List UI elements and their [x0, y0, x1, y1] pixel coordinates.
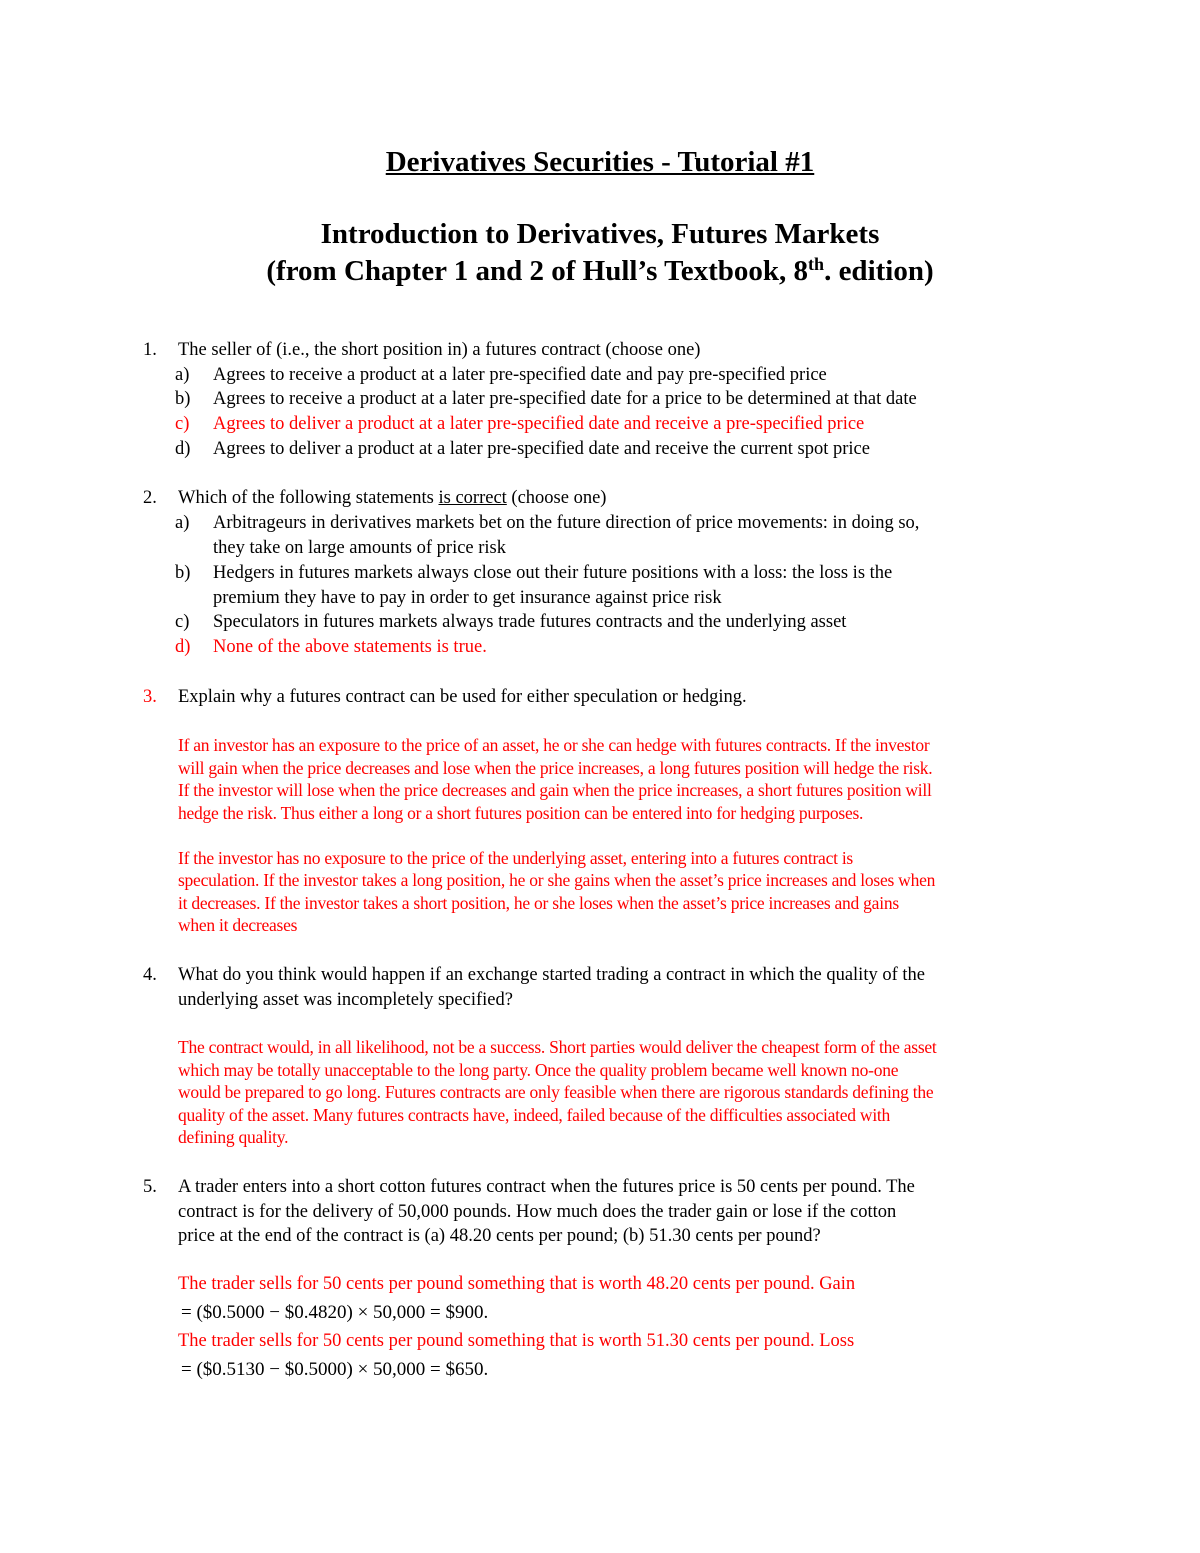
q4-answer-line: The contract would, in all likelihood, not be a success. Short parties would deliver the cheapest form of the asset — [178, 1037, 937, 1057]
q1-option-d: Agrees to deliver a product at a later pre-specified date and receive the current spot price — [213, 439, 870, 459]
q2-option-d-correct: None of the above statements is true. — [213, 637, 487, 657]
q4-answer-line: which may be totally unacceptable to the long party. Once the quality problem became well known no-one — [178, 1060, 899, 1080]
q3-answer-line: will gain when the price decreases and lose when the price increases, a long futures position will hedge the risk. — [178, 758, 933, 778]
q1-option-c-correct: Agrees to deliver a product at a later pre-specified date and receive a pre-specified price — [213, 414, 865, 434]
q3-answer-line: If the investor will lose when the price decreases and gain when the price increases, a short futures position will — [178, 780, 932, 800]
q4-answer-line: quality of the asset. Many futures contracts have, indeed, failed because of the difficulties associated with — [178, 1105, 891, 1125]
q5-formula-a: = ($0.5000 − $0.4820) × 50,000 = $900. — [181, 1302, 489, 1323]
q2-option-a-letter: a) — [175, 513, 190, 533]
q5-text-line: A trader enters into a short cotton futures contract when the futures price is 50 cents per pound. The — [178, 1177, 915, 1197]
q2-option-c-letter: c) — [175, 612, 190, 632]
q5-answer-b: The trader sells for 50 cents per pound something that is worth 51.30 cents per pound. Loss — [178, 1331, 855, 1351]
q3-answer-line: hedge the risk. Thus either a long or a short futures position can be entered into for hedging purposes. — [178, 803, 864, 823]
q1-option-c-letter: c) — [175, 414, 190, 434]
q2-number: 2. — [143, 488, 157, 508]
q5-formula-b: = ($0.5130 − $0.5000) × 50,000 = $650. — [181, 1359, 489, 1380]
q3-answer-line: it decreases. If the investor takes a short position, he or she loses when the asset’s price increases and gains — [178, 893, 899, 913]
q3-number: 3. — [143, 687, 157, 707]
q2-text — [178, 486, 1068, 510]
q2-option-d-letter: d) — [175, 637, 191, 657]
tutorial-subtitle: Introduction to Derivatives, Futures Markets — [320, 218, 880, 250]
q3-answer-line: If the investor has no exposure to the price of the underlying asset, entering into a futures contract is — [178, 848, 853, 868]
q1-option-a: Agrees to receive a product at a later pre-specified date and pay pre-specified price — [213, 365, 827, 385]
source-superscript: th — [808, 254, 825, 274]
q2-option-b-letter: b) — [175, 563, 191, 583]
source-text-pre: (from Chapter 1 and 2 of Hull’s Textbook, 8 — [266, 255, 809, 287]
q1-number: 1. — [143, 340, 157, 360]
q5-text-line: contract is for the delivery of 50,000 pounds. How much does the trader gain or lose if the cotton — [178, 1202, 897, 1222]
q2-option-a-line2: they take on large amounts of price risk — [213, 538, 507, 558]
q2-text-underlined: is correct — [438, 488, 507, 508]
q4-text-line1: What do you think would happen if an exchange started trading a contract in which the quality of the — [178, 965, 925, 985]
q5-answer-a: The trader sells for 50 cents per pound something that is worth 48.20 cents per pound. Gain — [178, 1274, 856, 1294]
tutorial-title: Derivatives Securities - Tutorial #1 — [385, 146, 815, 178]
q1-option-b: Agrees to receive a product at a later pre-specified date for a price to be determined at that date — [213, 389, 917, 409]
q2-text-pre: Which of the following statements — [178, 488, 439, 508]
q4-text-line2: underlying asset was incompletely specified? — [178, 990, 513, 1010]
q3-answer-line: If an investor has an exposure to the price of an asset, he or she can hedge with futures contracts. If the investor — [178, 735, 930, 755]
q3-text: Explain why a futures contract can be used for either speculation or hedging. — [178, 687, 747, 707]
q2-text-post: (choose one) — [506, 488, 607, 508]
q5-text-line: price at the end of the contract is (a) 48.20 cents per pound; (b) 51.30 cents per pound? — [178, 1226, 821, 1246]
q2-option-a-line1: Arbitrageurs in derivatives markets bet on the future direction of price movements: in doing so, — [213, 513, 920, 533]
q2-option-b-line1: Hedgers in futures markets always close out their future positions with a loss: the loss is the — [213, 563, 893, 583]
q1-option-b-letter: b) — [175, 389, 191, 409]
q4-answer-line: would be prepared to go long. Futures contracts are only feasible when there are rigorous standards defining the — [178, 1082, 934, 1102]
q3-answer-line: when it decreases — [178, 915, 298, 935]
q1-option-d-letter: d) — [175, 439, 191, 459]
q4-answer-line: defining quality. — [178, 1127, 289, 1147]
q4-number: 4. — [143, 965, 157, 985]
q1-text: The seller of (i.e., the short position in) a futures contract (choose one) — [178, 340, 701, 360]
q2-option-b-line2: premium they have to pay in order to get insurance against price risk — [213, 588, 722, 608]
q1-option-a-letter: a) — [175, 365, 190, 385]
source-text-post: . edition) — [824, 255, 934, 287]
q2-option-c: Speculators in futures markets always trade futures contracts and the underlying asset — [213, 612, 847, 632]
q5-number: 5. — [143, 1177, 157, 1197]
tutorial-source — [0, 254, 1200, 288]
q3-answer-line: speculation. If the investor takes a long position, he or she gains when the asset’s price increases and loses when — [178, 870, 936, 890]
